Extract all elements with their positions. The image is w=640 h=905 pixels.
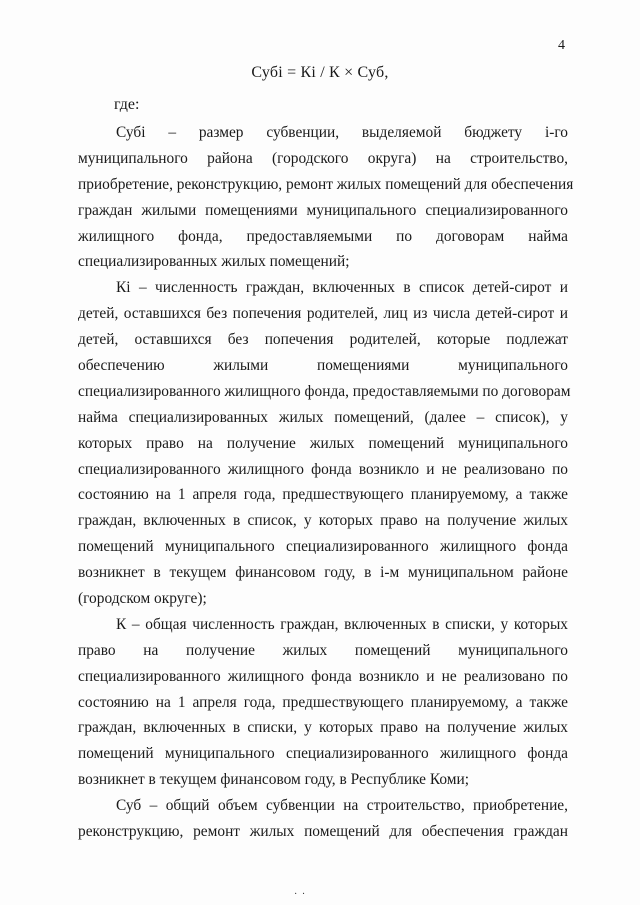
text-line: состоянию на 1 апреля года, предшествующего планируемому, а также (78, 486, 568, 504)
text-line: детей, оставшихся без попечения родителей, которые подлежат (78, 331, 568, 349)
text-line: состоянию на 1 апреля года, предшествующего планируемому, а также (78, 693, 568, 711)
paragraph-subi (78, 120, 574, 275)
footer-mark: · · (294, 889, 307, 900)
text-line: возникнет в текущем финансовом году, в i-м муниципальном районе (78, 564, 568, 582)
text-line: помещений муниципального специализированного жилищного фонда (78, 745, 568, 763)
page-number: 4 (558, 38, 565, 53)
text-line: Суб – общий объем субвенции на строительство, приобретение, (116, 797, 568, 815)
text-line: муниципального района (городского округа) на строительство, (78, 149, 568, 167)
text-line: К – общая численность граждан, включенных в списки, у которых (116, 615, 568, 633)
text-line: специализированного жилищного фонда возникло и не реализовано по (78, 460, 568, 478)
text-line: которых право на получение жилых помещений муниципального (78, 434, 568, 452)
body-text (78, 120, 574, 845)
text-line: специализированного жилищного фонда, предоставляемыми по договорам (78, 382, 571, 400)
text-line: специализированных жилых помещений; (78, 253, 350, 271)
text-line: возникнет в текущем финансовом году, в Республике Коми; (78, 771, 470, 789)
text-line: (городском округе); (78, 590, 207, 608)
formula: Субi = Кi / К × Суб, (251, 64, 389, 81)
text-line: найма специализированных жилых помещений, (далее – список), у (78, 408, 568, 426)
text-line: приобретение, реконструкцию, ремонт жилых помещений для обеспечения (78, 175, 574, 193)
text-line: специализированного жилищного фонда возникло и не реализовано по (78, 667, 568, 685)
text-line: граждан, включенных в список, у которых право на получение жилых (78, 512, 568, 530)
text-line: Субi – размер субвенции, выделяемой бюджету i-го (116, 124, 568, 141)
text-line: детей, оставшихся без попечения родителей, лиц из числа детей-сирот и (78, 305, 568, 323)
text-line: помещений муниципального специализированного жилищного фонда (78, 538, 568, 556)
text-line: жилищного фонда, предоставляемыми по договорам найма (78, 227, 568, 245)
text-line: Кi – численность граждан, включенных в список детей-сирот и (116, 279, 568, 297)
text-line: граждан жилыми помещениями муниципального специализированного (78, 201, 568, 219)
paragraph-sub (78, 793, 568, 845)
paragraph-k (78, 612, 568, 793)
text-line: граждан, включенных в списки, у которых право на получение жилых (78, 719, 568, 737)
where-label: где: (114, 96, 140, 113)
text-line: обеспечению жилыми помещениями муниципального (78, 357, 568, 375)
paragraph-ki (78, 275, 571, 612)
text-line: право на получение жилых помещений муниципального (78, 641, 568, 659)
text-line: реконструкцию, ремонт жилых помещений для обеспечения граждан (78, 823, 568, 841)
